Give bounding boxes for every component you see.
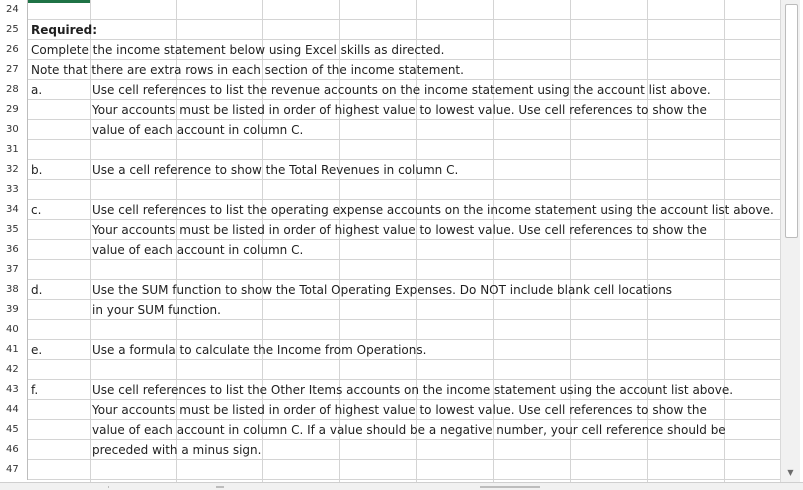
cell-column-a[interactable]: Complete the income statement below using Excel skills as directed. bbox=[31, 43, 445, 57]
row-number[interactable]: 44 bbox=[0, 400, 28, 420]
sheet-row[interactable] bbox=[0, 400, 780, 420]
sheet-row[interactable] bbox=[0, 340, 780, 360]
sheet-row[interactable] bbox=[0, 160, 780, 180]
cell-column-b[interactable]: value of each account in column C. If a value should be a negative number, your cell reference should be bbox=[92, 423, 726, 437]
horizontal-scrollbar[interactable] bbox=[0, 482, 803, 490]
cell-column-a[interactable]: d. bbox=[31, 283, 43, 297]
cell-column-b[interactable]: Your accounts must be listed in order of highest value to lowest value. Use cell references to show the bbox=[92, 223, 707, 237]
row-number[interactable]: 36 bbox=[0, 240, 28, 260]
sheet-row[interactable] bbox=[0, 40, 780, 60]
row-number[interactable]: 34 bbox=[0, 200, 28, 220]
cell-column-a[interactable]: Required: bbox=[31, 23, 98, 37]
cell-column-a[interactable]: f. bbox=[31, 383, 39, 397]
cell-column-b[interactable]: value of each account in column C. bbox=[92, 123, 304, 137]
row-number[interactable]: 41 bbox=[0, 340, 28, 360]
cell-column-a[interactable]: Note that there are extra rows in each section of the income statement. bbox=[31, 63, 464, 77]
sheet-row[interactable] bbox=[0, 280, 780, 300]
cell-column-b[interactable]: Use cell references to list the operating expense accounts on the income statement using the account list above. bbox=[92, 203, 774, 217]
sheet-row[interactable] bbox=[0, 360, 780, 380]
row-number[interactable]: 43 bbox=[0, 380, 28, 400]
sheet-row[interactable] bbox=[0, 20, 780, 40]
row-number[interactable]: 25 bbox=[0, 20, 28, 40]
cell-column-b[interactable]: in your SUM function. bbox=[92, 303, 221, 317]
row-number[interactable]: 24 bbox=[0, 0, 28, 20]
sheet-row[interactable] bbox=[0, 300, 780, 320]
row-number[interactable]: 35 bbox=[0, 220, 28, 240]
sheet-row[interactable] bbox=[0, 80, 780, 100]
row-number[interactable]: 40 bbox=[0, 320, 28, 340]
row-number[interactable]: 39 bbox=[0, 300, 28, 320]
sheet-row[interactable] bbox=[0, 460, 780, 480]
sheet-row[interactable] bbox=[0, 180, 780, 200]
row-number[interactable]: 46 bbox=[0, 440, 28, 460]
row-number[interactable]: 29 bbox=[0, 100, 28, 120]
cell-column-a[interactable]: b. bbox=[31, 163, 43, 177]
cell-column-b[interactable]: Use cell references to list the revenue accounts on the income statement using the account list above. bbox=[92, 83, 711, 97]
cell-column-b[interactable]: Use a formula to calculate the Income from Operations. bbox=[92, 343, 427, 357]
row-number[interactable]: 38 bbox=[0, 280, 28, 300]
row-number[interactable]: 47 bbox=[0, 460, 28, 480]
active-cell-indicator bbox=[28, 0, 90, 3]
sheet-row[interactable] bbox=[0, 200, 780, 220]
row-number[interactable]: 26 bbox=[0, 40, 28, 60]
row-number[interactable]: 30 bbox=[0, 120, 28, 140]
row-number[interactable]: 32 bbox=[0, 160, 28, 180]
cell-column-a[interactable]: c. bbox=[31, 203, 42, 217]
sheet-row[interactable] bbox=[0, 140, 780, 160]
row-number[interactable]: 42 bbox=[0, 360, 28, 380]
sheet-row[interactable] bbox=[0, 220, 780, 240]
cell-column-b[interactable]: Use the SUM function to show the Total Operating Expenses. Do NOT include blank cell locations bbox=[92, 283, 673, 297]
row-number[interactable]: 28 bbox=[0, 80, 28, 100]
sheet-row[interactable] bbox=[0, 420, 780, 440]
cell-column-a[interactable]: a. bbox=[31, 83, 43, 97]
row-number[interactable]: 37 bbox=[0, 260, 28, 280]
sheet-row[interactable] bbox=[0, 60, 780, 80]
cell-column-b[interactable]: Use cell references to list the Other Items accounts on the income statement using the account list above. bbox=[92, 383, 734, 397]
cell-column-b[interactable]: preceded with a minus sign. bbox=[92, 443, 262, 457]
sheet-row[interactable] bbox=[0, 0, 780, 20]
cell-column-b[interactable]: Use a cell reference to show the Total Revenues in column C. bbox=[92, 163, 459, 177]
row-number[interactable]: 33 bbox=[0, 180, 28, 200]
sheet-row[interactable] bbox=[0, 320, 780, 340]
cell-column-b[interactable]: Your accounts must be listed in order of highest value to lowest value. Use cell references to show the bbox=[92, 403, 707, 417]
cell-column-b[interactable]: value of each account in column C. bbox=[92, 243, 304, 257]
row-number[interactable]: 27 bbox=[0, 60, 28, 80]
scroll-marker bbox=[480, 486, 540, 488]
sheet-row[interactable] bbox=[0, 260, 780, 280]
scroll-down-arrow-icon[interactable]: ▼ bbox=[787, 468, 794, 477]
cell-column-b[interactable]: Your accounts must be listed in order of highest value to lowest value. Use cell references to show the bbox=[92, 103, 707, 117]
scrollbar-thumb[interactable] bbox=[785, 4, 798, 238]
sheet-row[interactable] bbox=[0, 440, 780, 460]
sheet-tab-divider bbox=[108, 486, 109, 488]
sheet-row[interactable] bbox=[0, 120, 780, 140]
cell-column-a[interactable]: e. bbox=[31, 343, 43, 357]
sheet-row[interactable] bbox=[0, 240, 780, 260]
sheet-row[interactable] bbox=[0, 100, 780, 120]
row-number[interactable]: 31 bbox=[0, 140, 28, 160]
row-number[interactable]: 45 bbox=[0, 420, 28, 440]
scroll-marker bbox=[216, 486, 224, 488]
sheet-row[interactable] bbox=[0, 380, 780, 400]
vertical-scrollbar[interactable] bbox=[780, 0, 800, 482]
